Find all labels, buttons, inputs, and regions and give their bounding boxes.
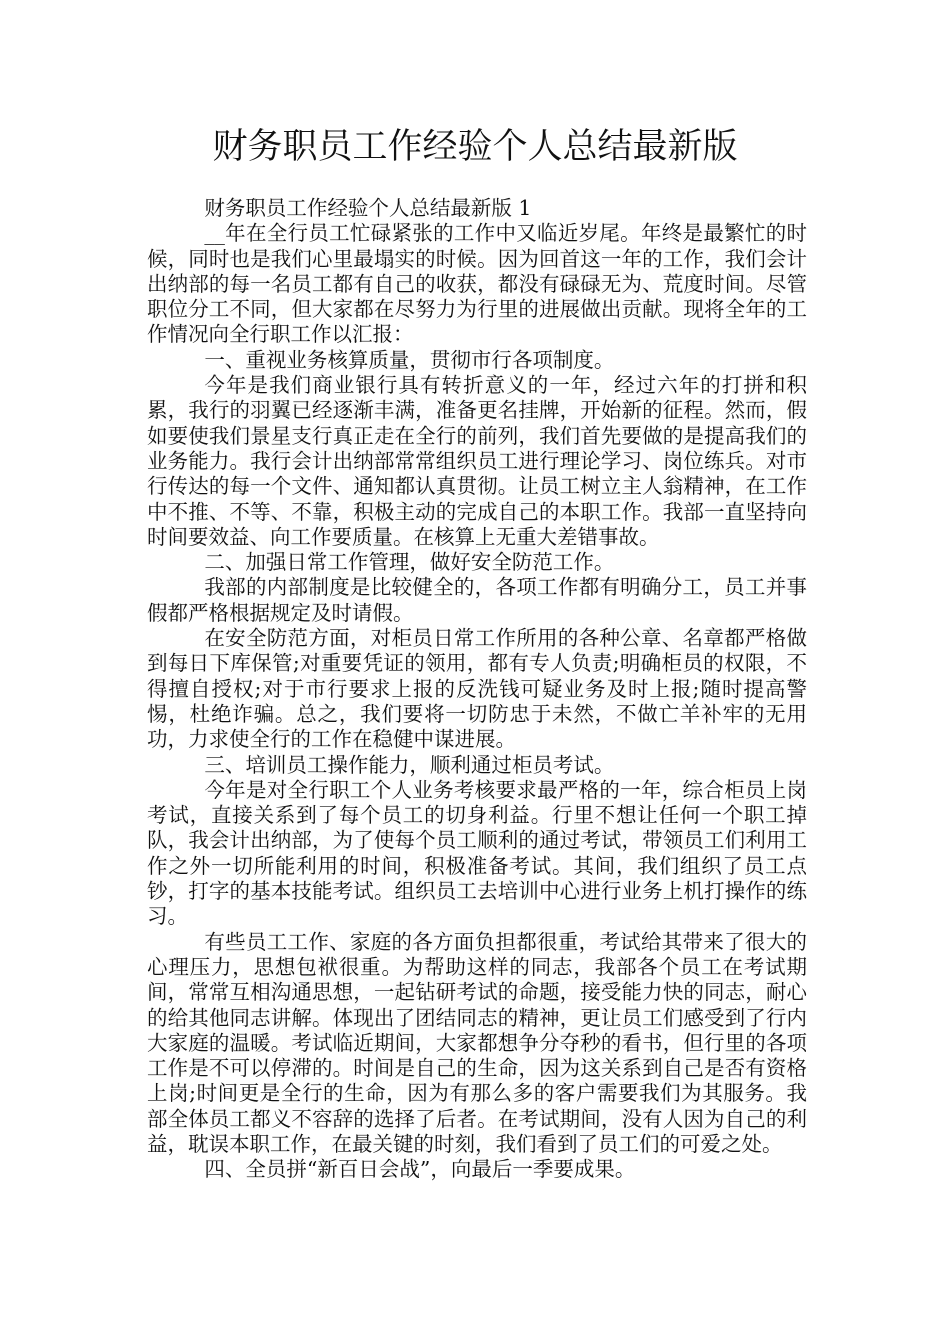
document-body xyxy=(147,196,807,1183)
section-heading-2: 二、加强日常工作管理，做好安全防范工作。 xyxy=(204,550,615,575)
body-paragraph: 今年是我们商业银行具有转折意义的一年，经过六年的打拼和积累，我行的羽翼已经逐渐丰满，准备更名挂牌，开始新的征程。然而，假如要使我们景星支行真正走在全行的前列，我们首先要做的是提高我们的业务能力。我行会计出纳部常常组织员工进行理论学习、岗位练兵。对市行传达的每一个文件、通知都认真贯彻。让员工树立主人翁精神，在工作中不推、不等、不靠，积极主动的完成自己的本职工作。我部一直坚持向时间要效益、向工作要质量。在核算上无重大差错事故。 xyxy=(147,373,807,549)
subtitle-paragraph: 财务职员工作经验个人总结最新版 1 xyxy=(204,196,532,220)
body-paragraph: 在安全防范方面，对柜员日常工作所用的各种公章、名章都严格做到每日下库保管;对重要凭证的领用，都有专人负责;明确柜员的权限，不得擅自授权;对于市行要求上报的反洗钱可疑业务及时上报;随时提高警惕，杜绝诈骗。总之，我们要将一切防忠于未然，不做亡羊补牢的无用功，力求使全行的工作在稳健中谋进展。 xyxy=(147,626,807,752)
body-paragraph: 有些员工工作、家庭的各方面负担都很重，考试给其带来了很大的心理压力，思想包袱很重。为帮助这样的同志，我部各个员工在考试期间，常常互相沟通思想，一起钻研考试的命题，接受能力快的同志，耐心的给其他同志讲解。体现出了团结同志的精神，更让员工们感受到了行内大家庭的温暖。考试临近期间，大家都想争分夺秒的看书，但行里的各项工作是不可以停滞的。时间是自己的生命，因为这关系到自己是否有资格上岗;时间更是全行的生命，因为有那么多的客户需要我们为其服务。我部全体员工都义不容辞的选择了后者。在考试期间，没有人因为自己的利益，耽误本职工作，在最关键的时刻，我们看到了员工们的可爱之处。 xyxy=(147,929,807,1156)
section-heading-3: 三、培训员工操作能力，顺利通过柜员考试。 xyxy=(204,752,615,777)
body-paragraph: 今年是对全行职工个人业务考核要求最严格的一年，综合柜员上岗考试，直接关系到了每个员工的切身利益。行里不想让任何一个职工掉队，我会计出纳部，为了使每个员工顺利的通过考试，带领员工们利用工作之外一切所能利用的时间，积极准备考试。其间，我们组织了员工点钞，打字的基本技能考试。组织员工去培训中心进行业务上机打操作的练习。 xyxy=(147,777,807,929)
section-heading-1: 一、重视业务核算质量，贯彻市行各项制度。 xyxy=(204,347,615,372)
body-paragraph: 我部的内部制度是比较健全的，各项工作都有明确分工，员工并事假都严格根据规定及时请假。 xyxy=(147,575,807,625)
section-heading-4: 四、全员拼“新百日会战”，向最后一季要成果。 xyxy=(204,1157,636,1182)
intro-paragraph: __年在全行员工忙碌紧张的工作中又临近岁尾。年终是最繁忙的时候，同时也是我们心里最塌实的时候。因为回首这一年的工作，我们会计出纳部的每一名员工都有自己的收获，都没有碌碌无为、荒度时间。尽管职位分工不同，但大家都在尽努力为行里的进展做出贡献。现将全年的工作情况向全行职工作以汇报： xyxy=(147,221,807,347)
document-title: 财务职员工作经验个人总结最新版 xyxy=(212,127,738,167)
